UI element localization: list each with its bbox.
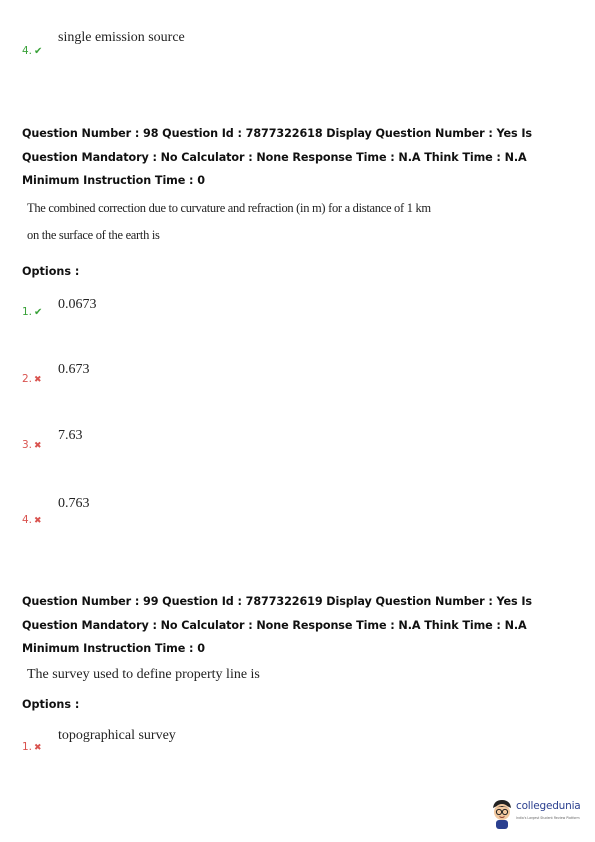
collegedunia-logo	[490, 798, 590, 832]
option-number: 2. ✖	[22, 373, 42, 385]
question-header: Question Number : 99 Question Id : 7877322619 Display Question Number : Yes Is Question Mandatory : No Calculator : None Response Time : N.A Think Time : N.A Minimum Instruction Time : 0	[22, 595, 532, 655]
option-text: 0.763	[58, 496, 90, 511]
cross-icon: ✖	[34, 743, 42, 753]
options-label: Options :	[22, 265, 80, 278]
cross-icon: ✖	[34, 516, 42, 526]
cross-icon: ✖	[34, 375, 42, 385]
logo-name: collegedunia	[516, 800, 581, 812]
option-number: 3. ✖	[22, 439, 42, 451]
check-icon: ✔	[34, 307, 43, 318]
question-text: The survey used to define property line is	[27, 667, 260, 682]
logo-tagline: India's Largest Student Review Platform	[516, 816, 580, 820]
question-header: Question Number : 98 Question Id : 7877322618 Display Question Number : Yes Is Question Mandatory : No Calculator : None Response Time : N.A Think Time : N.A Minimum Instruction Time : 0	[22, 127, 532, 187]
option-number: 1. ✖	[22, 741, 42, 753]
option-text: 7.63	[58, 428, 83, 443]
option-number: 1. ✔	[22, 306, 43, 318]
mascot-icon	[490, 798, 514, 830]
options-label: Options :	[22, 698, 80, 711]
option-text: topographical survey	[58, 728, 176, 743]
check-icon: ✔	[34, 46, 43, 57]
cross-icon: ✖	[34, 441, 42, 451]
option-number: 4. ✔	[22, 45, 43, 57]
question-text-line2: on the surface of the earth is	[27, 228, 160, 242]
option-text: 0.673	[58, 362, 90, 377]
option-number: 4. ✖	[22, 514, 42, 526]
question-text-line1: The combined correction due to curvature and refraction (in m) for a distance of 1 km	[27, 201, 431, 215]
option-text: 0.0673	[58, 297, 97, 312]
option-text: single emission source	[58, 30, 185, 45]
